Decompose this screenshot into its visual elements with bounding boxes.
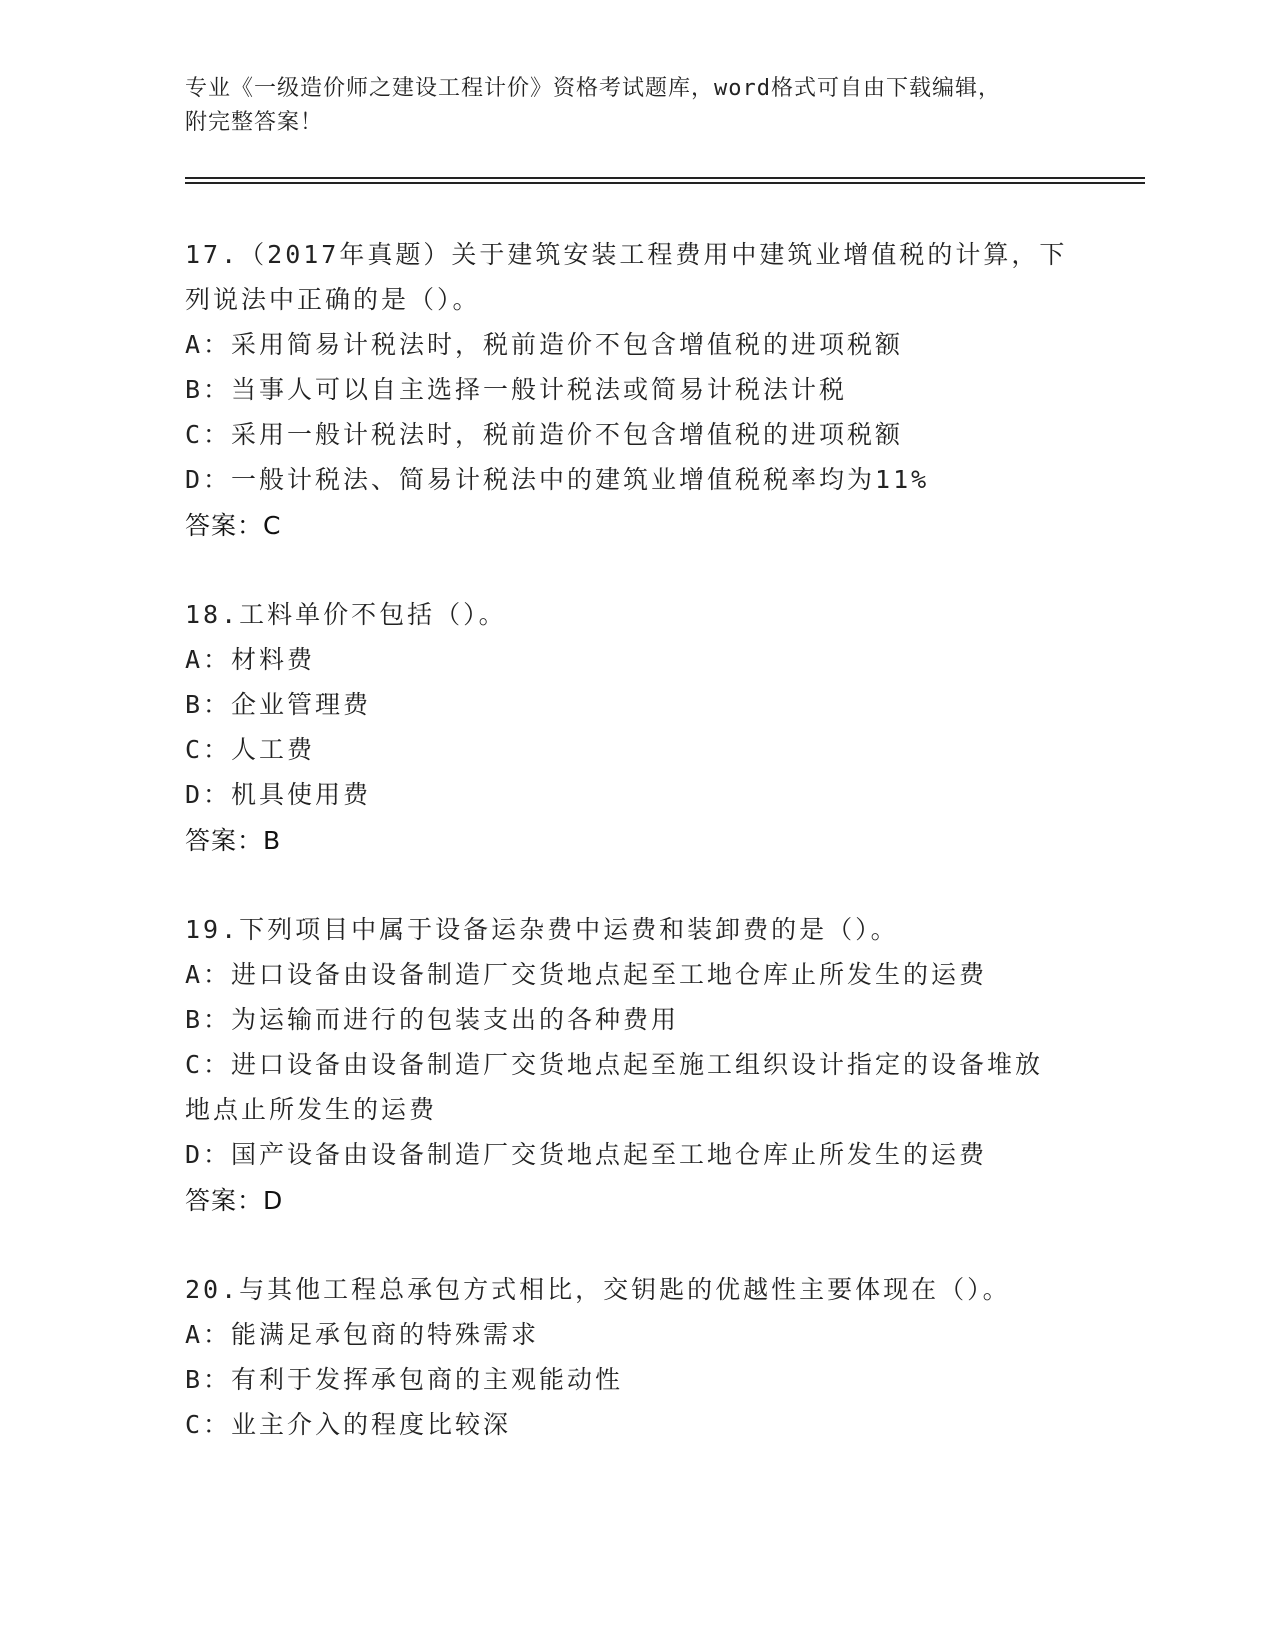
option-d: D：一般计税法、简易计税法中的建筑业增值税税率均为11%	[185, 465, 930, 494]
question-stem: 18.工料单价不包括（）。	[185, 600, 507, 629]
document-header	[185, 72, 1085, 140]
option-d: D：国产设备由设备制造厂交货地点起至工地仓库止所发生的运费	[185, 1140, 988, 1169]
option-c: C：业主介入的程度比较深	[185, 1410, 512, 1439]
option-b: B：当事人可以自主选择一般计税法或简易计税法计税	[185, 375, 848, 404]
option-a: A：材料费	[185, 645, 316, 674]
answer-label: 答案：C	[185, 511, 282, 540]
question-stem: 20.与其他工程总承包方式相比，交钥匙的优越性主要体现在（）。	[185, 1275, 1011, 1304]
question-stem: 19.下列项目中属于设备运杂费中运费和装卸费的是（）。	[185, 915, 899, 944]
option-a: A：进口设备由设备制造厂交货地点起至工地仓库止所发生的运费	[185, 960, 988, 989]
option-c-continued: 地点止所发生的运费	[185, 1095, 438, 1124]
option-b: B：为运输而进行的包装支出的各种费用	[185, 1005, 680, 1034]
answer-label: 答案：B	[185, 826, 282, 855]
option-c: C：人工费	[185, 735, 316, 764]
answer-label: 答案：D	[185, 1186, 284, 1215]
header-divider-bottom	[185, 182, 1145, 184]
option-c: C：进口设备由设备制造厂交货地点起至施工组织设计指定的设备堆放	[185, 1050, 1044, 1079]
question-list	[185, 232, 1085, 1490]
option-b: B：有利于发挥承包商的主观能动性	[185, 1365, 624, 1394]
header-divider-top	[185, 177, 1145, 179]
option-b: B：企业管理费	[185, 690, 372, 719]
option-a: A：采用简易计税法时，税前造价不包含增值税的进项税额	[185, 330, 904, 359]
question-17	[185, 232, 1085, 549]
question-18	[185, 592, 1085, 864]
question-stem: 17.（2017年真题）关于建筑安装工程费用中建筑业增值税的计算，下	[185, 240, 1068, 269]
question-20	[185, 1267, 1085, 1447]
option-d: D：机具使用费	[185, 780, 372, 809]
option-c: C：采用一般计税法时，税前造价不包含增值税的进项税额	[185, 420, 904, 449]
header-line-2: 附完整答案！	[185, 110, 324, 135]
option-a: A：能满足承包商的特殊需求	[185, 1320, 540, 1349]
header-line-1: 专业《一级造价师之建设工程计价》资格考试题库，word格式可自由下载编辑，	[185, 76, 1001, 101]
question-stem: 列说法中正确的是（）。	[185, 285, 481, 314]
question-19	[185, 907, 1085, 1224]
